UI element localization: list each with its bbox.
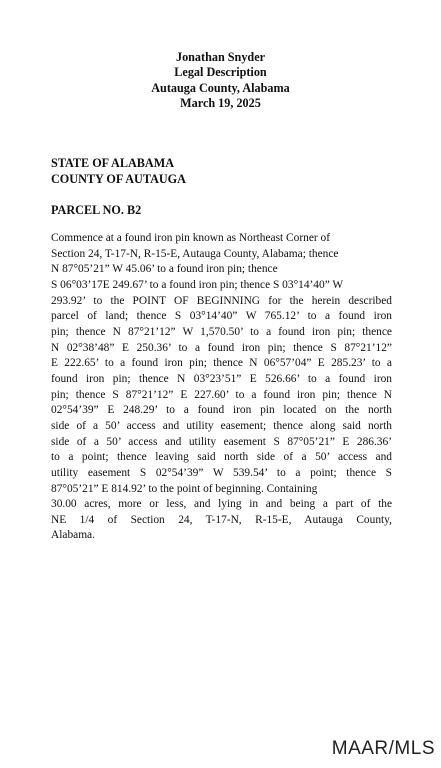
- legal-description-body: [51, 231, 392, 544]
- author-name: Jonathan Snyder: [175, 50, 266, 64]
- body-line: Alabama.: [51, 529, 95, 542]
- body-line: N 02°38’48” E 250.36’ to a found iron pin; thence S 87°21’12”: [51, 341, 392, 354]
- body-line: side of a 50’ access and utility easement; thence along said north: [51, 419, 392, 432]
- body-line: S 06°03’17E 249.67’ to a found iron pin; thence S 03°14’40” W: [51, 278, 344, 291]
- body-line: to a point; thence leaving said north side of a 50’ access and: [51, 451, 392, 464]
- body-line: Section 24, T-17-N, R-15-E, Autauga County, Alabama; thence: [51, 247, 339, 260]
- body-line: pin; thence N 87°21’12” W 1,570.50’ to a found iron pin; thence: [51, 325, 392, 338]
- body-line: N 87°05’21” W 45.06’ to a found iron pin; thence: [51, 263, 278, 276]
- body-line: 87°05’21” E 814.92’ to the point of beginning. Containing: [51, 482, 318, 495]
- county-heading: COUNTY OF AUTAUGA: [51, 172, 186, 186]
- body-line: pin; thence S 87°21’12” E 227.60’ to a found iron pin; thence N: [51, 388, 392, 401]
- body-line: utility easement S 02°54’39” W 539.54’ to a point; thence S: [51, 466, 392, 479]
- body-line: parcel of land; thence S 03°14’40” W 765.12’ to a found iron: [51, 310, 392, 323]
- document-title: Legal Description: [174, 65, 267, 80]
- mls-watermark: MAAR/MLS: [331, 738, 435, 759]
- state-heading: STATE OF ALABAMA: [51, 156, 175, 170]
- parcel-heading: PARCEL NO. B2: [51, 203, 142, 217]
- body-line: NE 1/4 of Section 24, T-17-N, R-15-E, Autauga County,: [51, 513, 392, 526]
- body-line: found iron pin; thence N 03°23’51” E 526.66’ to a found iron: [51, 372, 392, 385]
- body-line: 02°54’39” E 248.29’ to a found iron pin located on the north: [51, 404, 392, 417]
- location-line: Autauga County, Alabama: [151, 80, 290, 95]
- document-date: March 19, 2025: [180, 95, 261, 110]
- jurisdiction-block: [51, 155, 186, 187]
- body-line: side of a 50’ access and utility easement S 87°05’21” E 286.36’: [51, 435, 392, 448]
- body-line: E 222.65’ to a found iron pin; thence N 06°57’04” E 285.23’ to a: [51, 357, 392, 370]
- body-line: 293.92’ to the POINT OF BEGINNING for the herein described: [51, 294, 392, 307]
- document-header: [0, 50, 441, 111]
- body-line: 30.00 acres, more or less, and lying in and being a part of the: [51, 498, 392, 511]
- body-line: Commence at a found iron pin known as Northeast Corner of: [51, 232, 331, 244]
